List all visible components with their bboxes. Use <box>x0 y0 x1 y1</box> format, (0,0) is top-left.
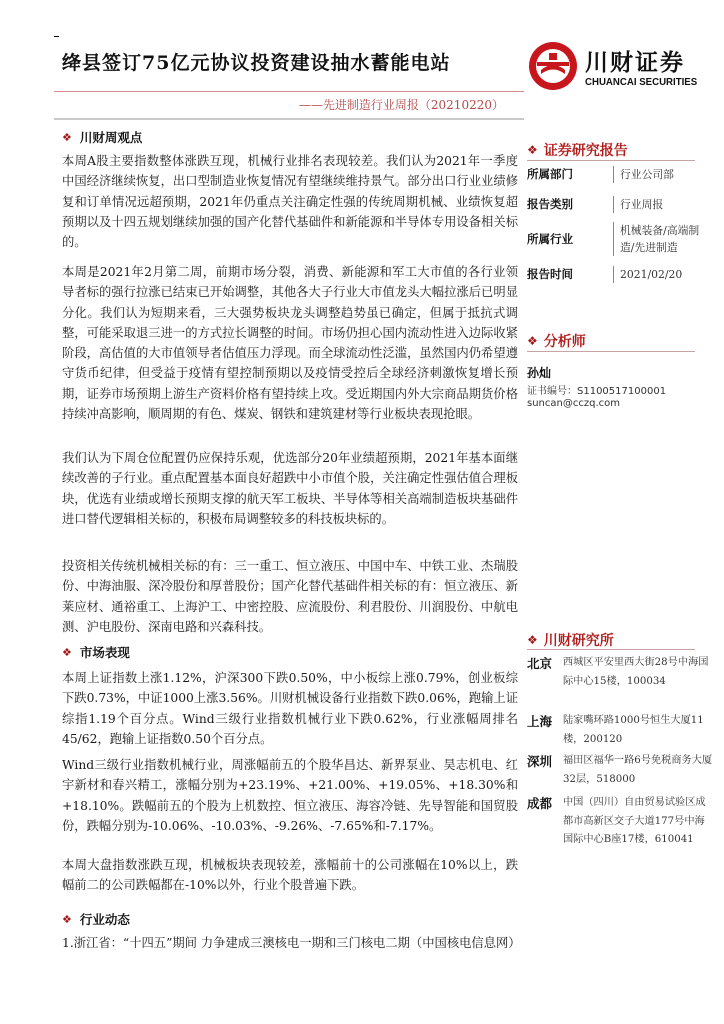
paragraph-2: 本周是2021年2月第二周，前期市场分裂，消费、新能源和军工大市值的各行业领导者标的强行拉涨已结束已开始调整，其他各大子行业大市值龙头大幅拉涨后已明显分化。我们认为短期来看，三大强势板块龙头调整趋势虽已确定，但属于抵抗式调整，可能采取退三进一的方式拉长调整的时间。市场仍担心国内流动性进入边际收紧阶段，高估值的大市值领导者估值压力浮现。而全球流动性泛滥，虽然国内仍希望遵守货币纪律，但受益于疫情有望控制预期以及疫情受控后全球经济刺激恢复增长预期，证券市场预期上游生产资料价格有望持续上攻。受近期国内外大宗商品期货价格持续冲高影响，顺周期的有色、煤炭、钢铁和建筑建材等行业板块表现抢眼。 <box>62 265 518 422</box>
office-city: 北京 <box>527 656 553 671</box>
info-label: 所属部门 <box>527 167 573 181</box>
sidebar-title: 川财研究所 <box>543 633 614 649</box>
info-label: 报告时间 <box>527 267 573 281</box>
sidebar-institute-heading <box>527 630 614 650</box>
info-value: 机械装备/高端制造/先进制造 <box>613 222 703 256</box>
analyst-email[interactable]: suncan@cczq.com <box>527 398 620 409</box>
info-label: 所属行业 <box>527 232 573 246</box>
info-label: 报告类别 <box>527 197 573 211</box>
info-row-date <box>527 266 697 286</box>
sidebar-divider <box>527 351 695 352</box>
office-address: 西城区平安里西大街28号中海国际中心15楼，100034 <box>563 657 709 687</box>
paragraph-1: 本周A股主要指数整体涨跌互现，机械行业排名表现较差。我们认为2021年一季度中国经济继续恢复，出口型制造业恢复情况有望继续维持景气。部分出口行业业绩修复和订单情况远超预期，2021年仍重点关注确定性强的传统周期机械、业绩恢复超预期以及十四五规划继续加强的国产化替代基础件和新能源和半导体专用设备相关标的。 <box>62 154 518 250</box>
info-row-department <box>527 166 697 186</box>
info-row-industry <box>527 222 700 258</box>
header-dash <box>54 36 59 37</box>
analyst-name: 孙灿 <box>527 366 552 380</box>
sidebar-divider <box>527 649 695 650</box>
paragraph-5: 本周上证指数上涨1.12%，沪深300下跌0.50%，中小板综上涨0.79%，创业板综下跌0.73%，中证1000上涨3.56%。川财机械设备行业指数下跌0.06%，跑输上证综指1.19个百分点。Wind三级行业指数机械行业下跌0.62%，行业涨幅周排名45/62，跑输上证指数0.50个百分点。 <box>62 671 518 746</box>
info-value: 2021/02/20 <box>613 266 703 283</box>
office-city: 成都 <box>527 796 553 811</box>
sidebar-report-heading <box>527 140 628 160</box>
office-address: 福田区福华一路6号免税商务大厦32层，518000 <box>563 755 713 785</box>
sidebar-title: 分析师 <box>543 334 586 350</box>
info-value: 行业周报 <box>613 196 703 213</box>
section-divider <box>54 118 524 120</box>
diamond-icon: ❖ <box>527 334 538 348</box>
diamond-icon: ❖ <box>527 633 538 647</box>
paragraph-6: Wind三级行业指数机械行业，周涨幅前五的个股华昌达、新界泵业、昊志机电、红宇新材和春兴精工，涨幅分别为+23.19%、+21.00%、+19.05%、+18.30%和+18.10%。跌幅前五的个股为上机数控、恒立液压、海容冷链、先导智能和国贸股份，跌幅分别为-10.06%、-10.03%、-9.26%、-7.65%和-7.17%。 <box>62 758 518 833</box>
office-shanghai <box>527 712 717 752</box>
sidebar-analyst-heading <box>527 331 586 351</box>
office-address: 陆家嘴环路1000号恒生大厦11楼，200120 <box>563 715 704 745</box>
section-title: 市场表现 <box>79 645 130 660</box>
paragraph-4: 投资相关传统机械相关标的有：三一重工、恒立液压、中国中车、中铁工业、杰瑞股份、中海油服、深冷股份和厚普股份；国产化替代基础件相关标的有：恒立液压、新莱应材、通裕重工、上海沪工、中密控股、应流股份、利君股份、川润股份、中航电测、沪电股份、深南电路和兴森科技。 <box>62 559 518 634</box>
diamond-icon: ❖ <box>527 143 538 157</box>
paragraph-3: 我们认为下周仓位配置仍应保持乐观，优选部分20年业绩超预期，2021年基本面继续改善的子行业。重点配置基本面良好超跌中小市值个股，关注确定性强估值合理板块，优选有业绩或增长预期支撑的航天军工板块、半导体等相关高端制造板块基础件进口替代逻辑相关标的，积极布局调整较多的科技板块标的。 <box>62 451 518 526</box>
section-weekly-view <box>62 128 142 146</box>
logo-text-en: CHUANCAI SECURITIES <box>585 76 698 88</box>
paragraph-7: 本周大盘指数涨跌互现，机械板块表现较差，涨幅前十的公司涨幅在10%以上，跌幅前二的公司跌幅都在-10%以外，行业个股普遍下跌。 <box>62 858 518 893</box>
diamond-icon: ❖ <box>62 912 72 926</box>
info-value: 行业公司部 <box>613 166 703 183</box>
header-divider <box>54 91 524 92</box>
section-title: 行业动态 <box>79 912 130 927</box>
paragraph-8: 1.浙江省：“十四五”期间 力争建成三澳核电一期和三门核电二期（中国核电信息网） <box>62 936 521 950</box>
analyst-cert: 证书编号：S1100517100001 <box>527 386 667 397</box>
office-city: 上海 <box>527 714 553 729</box>
office-shenzhen <box>527 752 717 792</box>
logo-text-cn: 川财证券 <box>585 50 685 76</box>
section-title: 川财周观点 <box>79 130 143 145</box>
office-city: 深圳 <box>527 754 553 769</box>
company-logo <box>527 40 698 96</box>
info-row-category <box>527 196 697 216</box>
sidebar-title: 证券研究报告 <box>543 143 628 159</box>
office-chengdu <box>527 794 717 874</box>
office-beijing <box>527 654 717 714</box>
sidebar-divider <box>527 160 695 161</box>
report-subtitle: ——先进制造行业周报（20210220） <box>298 98 504 112</box>
section-market-performance <box>62 643 130 661</box>
report-title: 绛县签订75亿元协议投资建设抽水蓄能电站 <box>62 52 451 74</box>
logo-emblem-icon <box>527 40 579 92</box>
diamond-icon: ❖ <box>62 130 72 144</box>
office-address: 中国（四川）自由贸易试验区成都市高新区交子大道177号中海国际中心B座17楼，610041 <box>563 797 706 845</box>
section-industry-news <box>62 910 130 928</box>
diamond-icon: ❖ <box>62 645 72 659</box>
